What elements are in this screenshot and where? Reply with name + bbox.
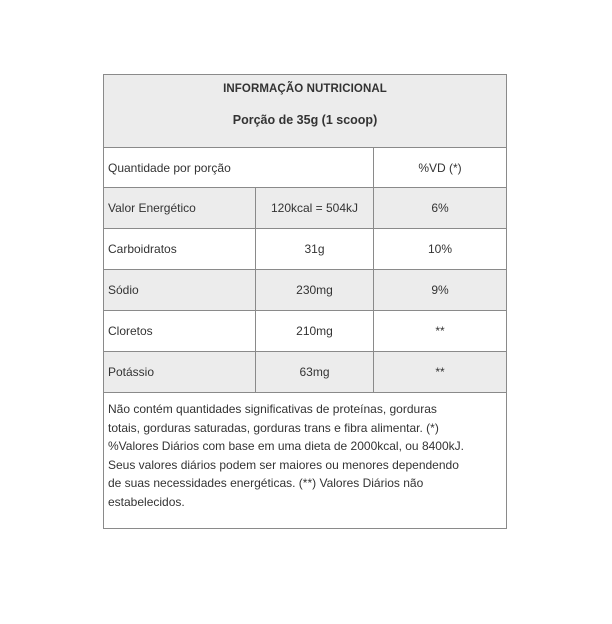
column-header-row: [104, 148, 506, 188]
nutrient-name: Sódio: [104, 270, 256, 310]
table-row: [104, 352, 506, 393]
nutrient-amount: 31g: [256, 229, 374, 269]
footnote-line: totais, gorduras saturadas, gorduras trans e fibra alimentar. (*): [108, 420, 439, 435]
table-row: [104, 270, 506, 311]
table-row: [104, 311, 506, 352]
nutrient-amount: 63mg: [256, 352, 374, 392]
footnote-line: Não contém quantidades significativas de proteínas, gorduras: [108, 402, 437, 416]
footnote: [104, 396, 506, 511]
nutrient-amount: 210mg: [256, 311, 374, 351]
footnote-line: %Valores Diários com base em uma dieta de 2000kcal, ou 8400kJ.: [108, 439, 464, 453]
nutrient-grid: [104, 148, 506, 393]
nutrient-daily-value: 6%: [431, 201, 449, 215]
table-row: [104, 188, 506, 229]
footnote-line: Seus valores diários podem ser maiores ou menores dependendo: [108, 457, 459, 472]
footnote-line: estabelecidos.: [108, 494, 185, 509]
quantity-per-serving-label: Quantidade por porção: [104, 148, 374, 187]
nutrient-name: Carboidratos: [104, 229, 256, 269]
nutrition-facts-table: [103, 74, 507, 529]
nutrient-name: Potássio: [104, 352, 256, 392]
daily-value-label: %VD (*): [418, 160, 462, 175]
nutrient-amount: 230mg: [256, 270, 374, 310]
nutrient-name: Cloretos: [104, 311, 256, 351]
table-header: [104, 75, 506, 148]
nutrient-daily-value: **: [435, 365, 445, 379]
nutrient-name: Valor Energético: [104, 188, 256, 228]
serving-size: Porção de 35g (1 scoop): [232, 113, 378, 127]
nutrient-daily-value: 10%: [427, 242, 453, 256]
nutrient-daily-value: **: [435, 324, 445, 338]
nutrient-amount: 120kcal = 504kJ: [256, 188, 374, 228]
table-row: [104, 229, 506, 270]
table-title: INFORMAÇÃO NUTRICIONAL: [223, 83, 387, 95]
footnote-line: de suas necessidades energéticas. (**) Valores Diários não: [108, 476, 424, 490]
nutrient-daily-value: 9%: [431, 283, 449, 297]
